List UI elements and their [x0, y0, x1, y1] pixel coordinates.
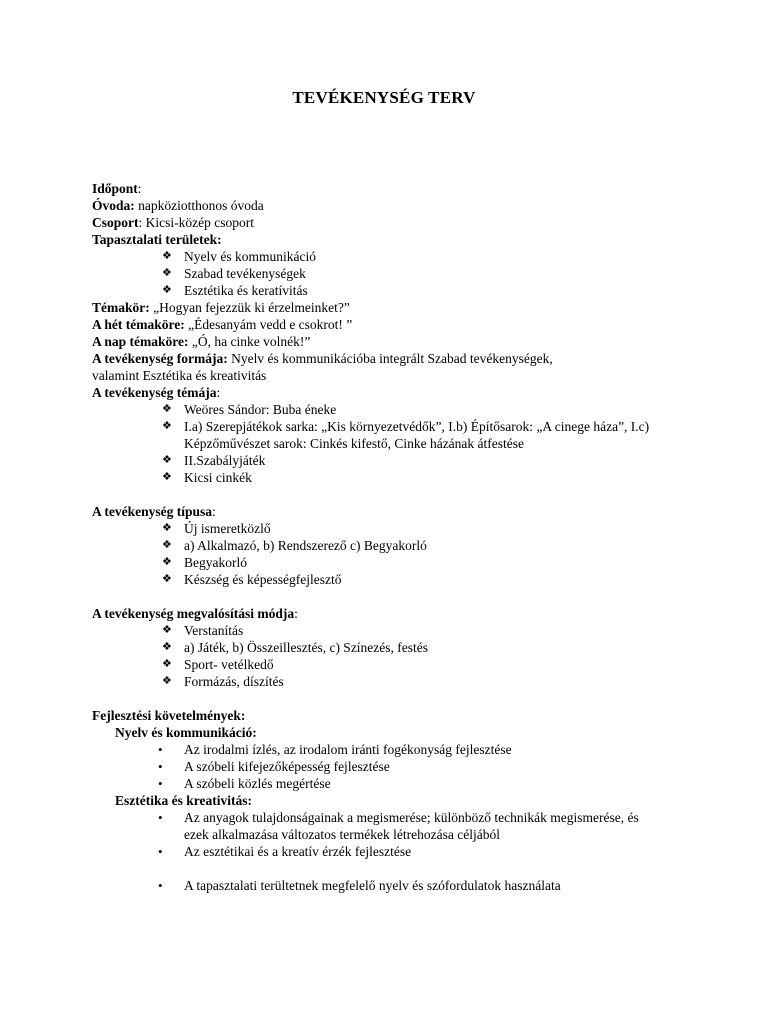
spacer [92, 690, 732, 707]
diamond-bullet-icon: ❖ [162, 267, 172, 279]
tema-line [92, 384, 732, 401]
list-item: • A szóbeli közlés megértése [158, 776, 331, 791]
list-item: • Az irodalmi ízlés, az irodalom iránti fogékonyság fejlesztése [158, 742, 512, 757]
mod-label: A tevékenység megvalósítási módja [92, 606, 295, 621]
diamond-bullet-icon: ❖ [162, 250, 172, 262]
forma-value-continued: valamint Esztétika és kreativitás [92, 368, 267, 383]
list-item: ❖ Nyelv és kommunikáció [162, 249, 316, 264]
csoport-line [92, 214, 732, 231]
list-item: • A szóbeli kifejezőképesség fejlesztése [158, 759, 390, 774]
list-item: • Az anyagok tulajdonságainak a megismerése; különböző technikák megismerése, és ezek alkalmazása változatos termékek létrehozása céljából [158, 810, 639, 842]
tipus-label: A tevékenység típusa [92, 504, 213, 519]
document-title: TEVÉKENYSÉG TERV [292, 88, 476, 107]
mod-colon: : [294, 606, 298, 621]
list-item: ❖ Új ismeretközlő [162, 521, 271, 536]
nap-temakor-value: „Ó, ha cinke volnék!” [188, 334, 311, 349]
list-item: ❖ a) Játék, b) Összeillesztés, c) Színezés, festés [162, 640, 429, 655]
csoport-label: Csoport [92, 215, 139, 230]
dot-bullet-icon: • [158, 878, 163, 893]
diamond-bullet-icon: ❖ [162, 454, 172, 466]
list-item: ❖ Kicsi cinkék [162, 470, 252, 485]
nap-temakor-label: A nap témaköre: [92, 334, 189, 349]
list-item: ❖ Készség és képességfejlesztő [162, 572, 342, 587]
dot-bullet-icon: • [158, 759, 163, 774]
list-item: • A tapasztalati terültetnek megfelelő nyelv és szófordulatok használata [158, 878, 561, 893]
nyelv-label: Nyelv és kommunikáció: [115, 725, 257, 740]
list-item: ❖ Begyakorló [162, 555, 247, 570]
idopont-line [92, 180, 732, 197]
list-item: ❖ II.Szabályjáték [162, 453, 266, 468]
diamond-bullet-icon: ❖ [162, 641, 172, 653]
list-item: ❖ Weöres Sándor: Buba éneke [162, 402, 337, 417]
fejlesztesi-label: Fejlesztési követelmények: [92, 708, 246, 723]
mod-line [92, 605, 732, 622]
het-temakor-label: A hét témaköre: [92, 317, 185, 332]
het-temakor-line [92, 316, 732, 333]
dot-bullet-icon: • [158, 810, 163, 825]
forma-value: Nyelv és kommunikációba integrált Szabad tevékenységek, [227, 351, 553, 366]
tema-colon: : [216, 385, 221, 400]
temakor-value: „Hogyan fejezzük ki érzelmeinket?” [149, 300, 350, 315]
csoport-value: : Kicsi-közép csoport [138, 215, 254, 230]
diamond-bullet-icon: ❖ [162, 522, 172, 534]
list-item: ❖ a) Alkalmazó, b) Rendszerező c) Begyakorló [162, 538, 427, 553]
list-item: ❖ Sport- vetélkedő [162, 657, 274, 672]
het-temakor-value: „Édesanyám vedd e csokrot! ” [184, 317, 353, 332]
list-item: ❖ I.a) Szerepjátékok sarka: „Kis környezetvédők”, I.b) Építősarok: „A cinege háza”, I.c) Képzőművészet sarok: Cinkés kifestő, Cinke házának átfestése [162, 419, 650, 451]
diamond-bullet-icon: ❖ [162, 624, 172, 636]
diamond-bullet-icon: ❖ [162, 675, 172, 687]
forma-label: A tevékenység formája: [92, 351, 228, 366]
dot-bullet-icon: • [158, 844, 163, 859]
diamond-bullet-icon: ❖ [162, 573, 172, 585]
tema-label: A tevékenység témája [92, 385, 217, 400]
idopont-colon: : [137, 181, 142, 196]
diamond-bullet-icon: ❖ [162, 403, 172, 415]
forma-line [92, 350, 732, 367]
list-item: ❖ Formázás, díszítés [162, 674, 284, 689]
tipus-colon: : [212, 504, 216, 519]
list-item: ❖ Szabad tevékenységek [162, 266, 306, 281]
temakor-line [92, 299, 732, 316]
list-item: • Az esztétikai és a kreatív érzék fejlesztése [158, 844, 412, 859]
document-body [92, 180, 732, 894]
idopont-label: Időpont [92, 181, 138, 196]
spacer [92, 486, 732, 503]
nap-temakor-line [92, 333, 732, 350]
list-item: ❖ Esztétika és keratívitás [162, 283, 308, 298]
diamond-bullet-icon: ❖ [162, 556, 172, 568]
ovoda-value: napköziotthonos óvoda [134, 198, 264, 213]
diamond-bullet-icon: ❖ [162, 284, 172, 296]
temakor-label: Témakör: [92, 300, 150, 315]
dot-bullet-icon: • [158, 776, 163, 791]
diamond-bullet-icon: ❖ [162, 471, 172, 483]
esztetika-label: Esztétika és kreativitás: [115, 793, 252, 808]
spacer [92, 860, 732, 877]
diamond-bullet-icon: ❖ [162, 658, 172, 670]
ovoda-label: Óvoda: [92, 198, 135, 213]
diamond-bullet-icon: ❖ [162, 420, 172, 432]
diamond-bullet-icon: ❖ [162, 539, 172, 551]
tipus-line [92, 503, 732, 520]
list-item: ❖ Verstanítás [162, 623, 244, 638]
ovoda-line [92, 197, 732, 214]
dot-bullet-icon: • [158, 742, 163, 757]
tapasztalati-label: Tapasztalati területek: [92, 232, 222, 247]
spacer [92, 588, 732, 605]
